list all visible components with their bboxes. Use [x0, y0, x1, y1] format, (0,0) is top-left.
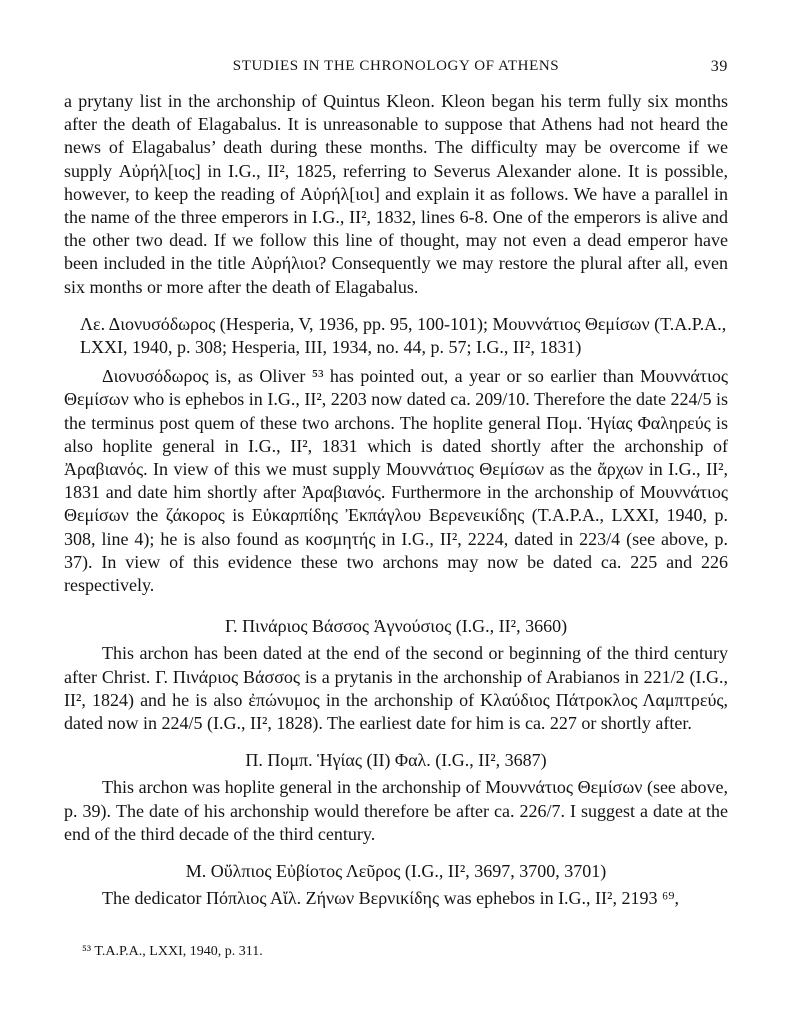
heading-pinarios-bassos: Γ. Πινάριος Βάσσος Ἁγνούσιος (I.G., II², 3660) — [224, 616, 568, 637]
footnote-53: ⁵³ T.A.P.A., LXXI, 1940, p. 311. — [82, 944, 263, 959]
running-title: STUDIES IN THE CHRONOLOGY OF ATHENS — [232, 58, 560, 74]
paragraph-kleon: a prytany list in the archonship of Quintus Kleon. Kleon began his term fully six months after the death of Elagabalus. It is unreasonable to suppose that Athens had not heard the news of Elagabalus’ death during these months. The difficulty may be overcome if we supply Αὐρήλ[ιος] in I.G., II², 1825, referring to Severus Alexander alone. It is possible, however, to keep the reading of Αὐρήλ[ιοι] and explain it as follows. We have a parallel in the name of the three emperors in I.G., II², 1832, lines 6-8. One of the emperors is alive and the other two dead. If we follow this line of thought, may not even a dead emperor have been included in the title Αὐρήλιοι? Consequently we may restore the plural after all, even six months or more after the death of Elagabalus. — [64, 91, 728, 297]
heading-dionysodoros-munnatios: Λε. Διονυσόδωρος (Hesperia, V, 1936, pp. 95, 100-101); Μουννάτιος Θεμίσων (T.A.P.A., LXXI, 1940, p. 308; Hesperia, III, 1934, no. 44, p. 57; I.G., II², 1831) — [80, 313, 727, 358]
page — [64, 56, 728, 911]
paragraph-pomp-hegias: This archon was hoplite general in the archonship of Μουννάτιος Θεμίσων (see above, p. 39). The date of his archonship would therefore be after ca. 226/7. I suggest a date at the end of the third decade of the third century. — [64, 777, 728, 844]
heading-ulpios-eubiotos: Μ. Οὔλπιος Εὐβίοτος Λεῦρος (I.G., II², 3697, 3700, 3701) — [185, 861, 607, 882]
paragraph-pinarios-bassos: This archon has been dated at the end of the second or beginning of the third century after Christ. Γ. Πινάριος Βάσσος is a prytanis in the archonship of Arabianos in 221/2 (I.G., II², 1824) and he is also ἐπώνυμος in the archonship of Κλαύδιος Πάτροκλος Λαμπτρεύς, dated now in 224/5 (I.G., II², 1828). The earliest date for him is ca. 227 or shortly after. — [64, 643, 728, 734]
paragraph-ulpios-eubiotos: The dedicator Πόπλιος Αἴλ. Ζήνων Βερνικίδης was ephebos in I.G., II², 2193 ⁶⁹, — [102, 888, 679, 909]
page-number: 39 — [710, 58, 728, 75]
heading-pomp-hegias: Π. Πομπ. Ἡγίας (II) Φαλ. (I.G., II², 3687) — [245, 750, 547, 771]
paragraph-dionysodoros: Διονυσόδωρος is, as Oliver ⁵³ has pointed out, a year or so earlier than Μουννάτιος Θεμίσων who is ephebos in I.G., II², 2203 now dated ca. 209/10. Therefore the date 224/5 is the terminus post quem of these two archons. The hoplite general Πομ. Ἡγίας Φαληρεύς is also hoplite general in I.G., II², 1831 which is dated shortly after the archonship of Ἀραβιανός. In view of this we must supply Μουννάτιος Θεμίσων as the ἄρχων in I.G., II², 1831 and date him shortly after Ἀραβιανός. Furthermore in the archonship of Μουννάτιος Θεμίσων the ζάκορος is Εὐκαρπίδης Ἐκπάγλου Βερενεικίδης (T.A.P.A., LXXI, 1940, p. 308, line 4); he is also found as κοσμητής in I.G., II², 2224, dated in 223/4 (see above, p. 37). In view of this evidence these two archons may now be dated ca. 225 and 226 respectively. — [64, 366, 728, 596]
running-head — [64, 56, 728, 82]
